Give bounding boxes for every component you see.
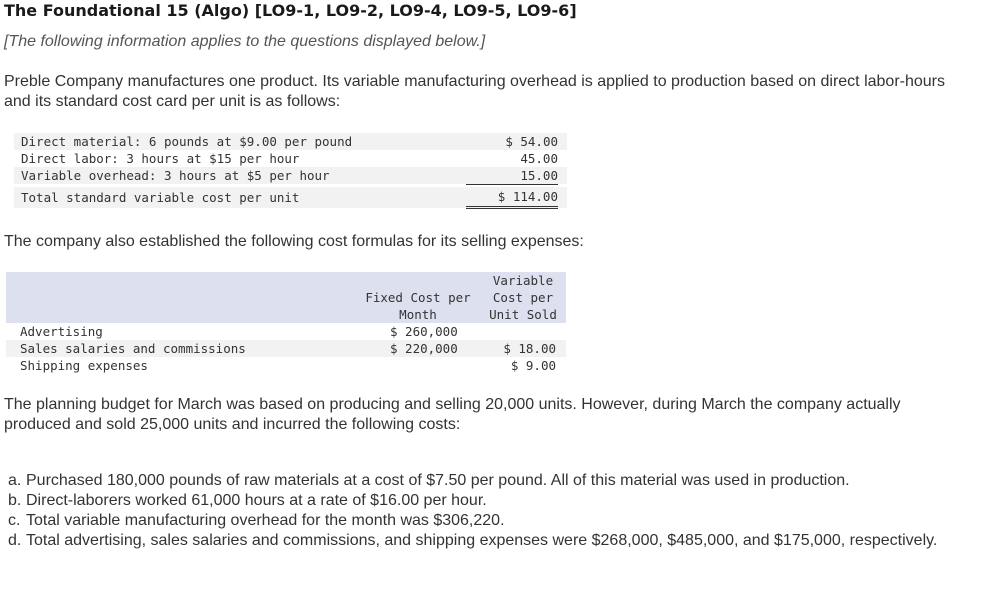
- header-fixed-cost: Fixed Cost per Month: [365, 290, 471, 322]
- selling-expenses-intro: The company also established the following cost formulas for its selling expenses:: [4, 233, 584, 250]
- selling-expenses-table: [6, 272, 566, 374]
- list-marker: a.: [8, 472, 22, 489]
- row-label: Shipping expenses: [20, 358, 148, 373]
- list-item-text: Total variable manufacturing overhead for the month was $306,220.: [26, 512, 505, 529]
- list-item-text: Purchased 180,000 pounds of raw materials at a cost of $7.50 per pound. All of this material was used in production.: [26, 472, 850, 489]
- table-row: [6, 323, 566, 340]
- table-row: [6, 357, 566, 374]
- row-label: Sales salaries and commissions: [20, 341, 246, 356]
- row-label: Variable overhead: 3 hours at $5 per hour: [21, 168, 330, 183]
- variable-cost-cell: $ 9.00: [510, 358, 556, 373]
- total-amount: $ 114.00: [466, 188, 558, 209]
- table-header: [6, 272, 566, 323]
- row-label: Advertising: [20, 324, 103, 339]
- list-marker: c.: [8, 512, 21, 529]
- list-marker: b.: [8, 492, 22, 509]
- planning-budget-text: The planning budget for March was based on producing and selling 20,000 units. However, during March the company actually produced and sold 25,000 units and incurred the following costs:: [4, 396, 901, 433]
- list-item: [4, 511, 964, 531]
- list-item: [4, 471, 964, 491]
- list-marker: d.: [8, 532, 22, 549]
- intro-note: [The following information applies to the questions displayed below.]: [4, 33, 486, 50]
- page-title: The Foundational 15 (Algo) [LO9-1, LO9-2, LO9-4, LO9-5, LO9-6]: [4, 1, 577, 20]
- fixed-cost-cell: $ 220,000: [390, 341, 458, 356]
- table-row: [14, 167, 567, 184]
- fixed-cost-cell: $ 260,000: [390, 324, 458, 339]
- row-label: Direct material: 6 pounds at $9.00 per pound: [21, 134, 353, 149]
- row-label: Direct labor: 3 hours at $15 per hour: [21, 151, 300, 166]
- row-amount: $ 54.00: [505, 134, 558, 149]
- company-description: Preble Company manufactures one product. Its variable manufacturing overhead is applied to production based on direct labor-hours and its standard cost card per unit is as follows:: [4, 73, 945, 110]
- row-amount: 45.00: [520, 151, 558, 166]
- table-row: [6, 340, 566, 357]
- row-amount: 15.00: [466, 167, 558, 185]
- total-label: Total standard variable cost per unit: [21, 190, 300, 205]
- total-row: [14, 187, 567, 208]
- variable-cost-cell: $ 18.00: [503, 341, 556, 356]
- actual-costs-list: [4, 471, 964, 551]
- standard-cost-card-table: [14, 133, 567, 208]
- list-item-text: Total advertising, sales salaries and commissions, and shipping expenses were $268,000, $485,000, and $175,000, respectively.: [26, 532, 938, 549]
- header-variable-cost: Variable Cost per Unit Sold: [484, 272, 562, 323]
- list-item: [4, 531, 964, 551]
- list-item: [4, 491, 964, 511]
- list-item-text: Direct-laborers worked 61,000 hours at a rate of $16.00 per hour.: [26, 492, 487, 509]
- table-row: [14, 133, 567, 150]
- table-row: [14, 150, 567, 167]
